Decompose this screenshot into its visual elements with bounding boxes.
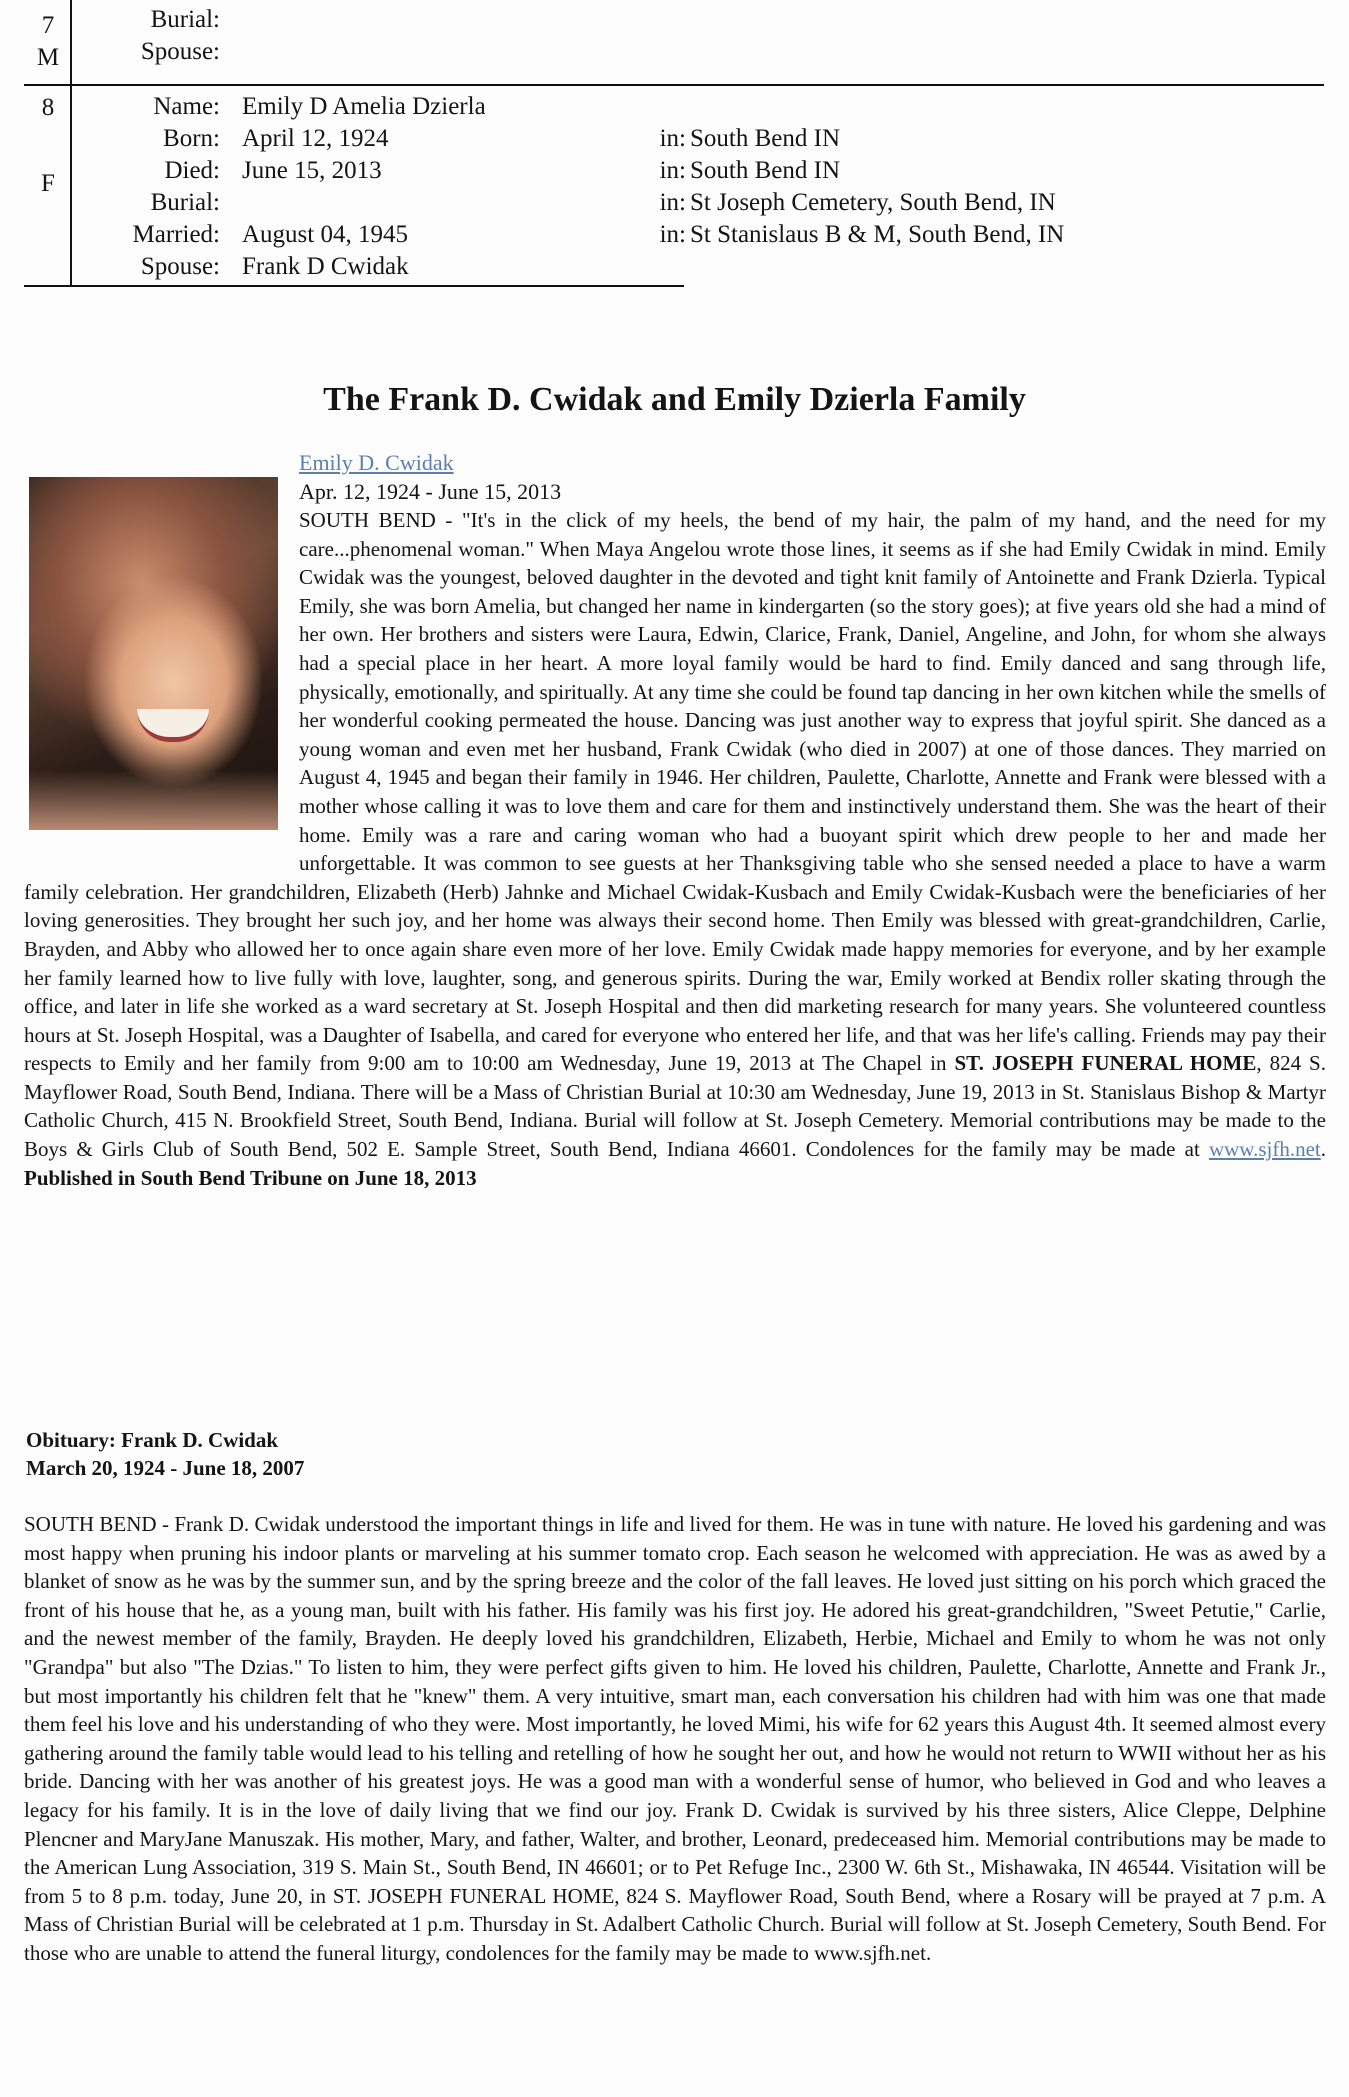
burial-in-label: in: [659, 189, 686, 216]
row-number: 8 [41, 94, 55, 121]
frank-heading-dates: March 20, 1924 - June 18, 2007 [26, 1456, 305, 1480]
died-value: June 15, 2013 [242, 157, 382, 184]
born-in-label: in: [659, 125, 686, 152]
married-label: Married: [132, 221, 220, 248]
married-in-label: in: [659, 221, 686, 248]
died-in-label: in: [659, 157, 686, 184]
burial-place: St Joseph Cemetery, South Bend, IN [690, 189, 1056, 216]
photo-spacer [24, 506, 299, 862]
died-label: Died: [164, 157, 220, 184]
born-label: Born: [163, 125, 220, 152]
sex: F [41, 170, 55, 197]
died-place: South Bend IN [690, 157, 840, 184]
record-rule-top [24, 84, 1324, 86]
frank-obituary-text: SOUTH BEND - Frank D. Cwidak understood the important things in life and lived for them. He was in tune with nature. He loved his gardening and was most happy when pruning his indoor plants or marveling at his summer tomato crop. Each season he welcomed with appreciation. He was as awed by a blanket of snow as he was by the summer sun, and by the spring breeze and the color of the fall leaves. He loved just sitting on his porch which graced the front of his house that he, as a young man, built with his father. His family was his first joy. He adored his great-grandchildren, "Sweet Petutie," Carlie, and the newest member of the family, Brayden. He deeply loved his grandchildren, Elizabeth, Herbie, Michael and Emily to whom he was not only "Grandpa" but also "The Dzias." To listen to him, they were perfect gifts given to him. He loved his children, Paulette, Charlotte, Annette and Frank Jr., but most importantly his children felt that he "knew" them. A very intuitive, smart man, each conversation his children had with him was one that made them feel his love and his understanding of who they were. Most importantly, he loved Mimi, his wife for 62 years this August 4th. It seemed almost every gathering around the family table would lead to his telling and retelling of how he sought her out, and how he would not return to WWII without her as his bride. Dancing with her was another of his greatest joys. He was a good man with a wonderful sense of humor, who believed in God and who leaves a legacy for his family. It is in the love of daily living that we find our joy. Frank D. Cwidak is survived by his three sisters, Alice Cleppe, Delphine Plencner and MaryJane Manuszak. His mother, Mary, and father, Walter, and brother, Leonard, predeceased him. Memorial contributions may be made to the American Lung Association, 319 S. Main St., South Bend, IN 46601; or to Pet Refuge Inc., 2300 W. 6th St., Mishawaka, IN 46544. Visitation will be from 5 to 8 p.m. today, June 20, in ST. JOSEPH FUNERAL HOME, 824 S. Mayflower Road, South Bend, where a Rosary will be prayed at 7 p.m. A Mass of Christian Burial will be celebrated at 1 p.m. Thursday in St. Adalbert Catholic Church. Burial will follow at St. Joseph Cemetery, South Bend. For those who are unable to attend the funeral liturgy, condolences for the family may be made to www.sjfh.net. [24, 1512, 1326, 1965]
funeral-home-name: ST. JOSEPH FUNERAL HOME [954, 1051, 1257, 1076]
spouse-label-prev: Spouse: [140, 38, 220, 65]
spouse-value: Frank D Cwidak [242, 253, 409, 280]
married-place: St Stanislaus B & M, South Bend, IN [690, 221, 1065, 248]
emily-body-2: , 824 S. Mayflower Road, South Bend, Indiana. There will be a Mass of Christian Burial at 10:30 am Wednesday, June 19, 2013 in St. Stanislaus Bishop & Martyr Catholic Church, 415 N. Brookfield Street, South Bend, Indiana. Burial will follow at St. Joseph Cemetery. Memorial contributions may be made to the Boys & Girls Club of South Bend, 502 E. Sample Street, South Bend, Indiana 46601. Condolences for the family may be made at [24, 1051, 1326, 1162]
record-rule-bottom [24, 285, 684, 287]
born-value: April 12, 1924 [242, 125, 389, 152]
website-link[interactable]: www.sjfh.net [1208, 1137, 1321, 1162]
frank-obituary-heading [26, 1426, 304, 1482]
page-title: The Frank D. Cwidak and Emily Dzierla Family [323, 381, 1026, 418]
row-number-prev: 7 [41, 12, 55, 39]
name-label: Name: [153, 93, 220, 120]
spouse-label: Spouse: [140, 253, 220, 280]
born-place: South Bend IN [690, 125, 840, 152]
married-value: August 04, 1945 [242, 221, 408, 248]
frank-heading-title: Obituary: Frank D. Cwidak [26, 1428, 279, 1452]
emily-body-3: . [1320, 1137, 1326, 1162]
published-note: Published in South Bend Tribune on June 18, 2013 [24, 1165, 477, 1190]
sex-prev: M [36, 44, 60, 71]
emily-dates: Apr. 12, 1924 - June 15, 2013 [299, 479, 562, 504]
name-value: Emily D Amelia Dzierla [242, 93, 486, 120]
emily-obituary-text [24, 506, 1326, 1192]
emily-name-link[interactable]: Emily D. Cwidak [299, 450, 454, 475]
burial-label: Burial: [150, 189, 220, 216]
burial-label-prev: Burial: [150, 6, 220, 33]
emily-body: SOUTH BEND - "It's in the click of my heels, the bend of my hair, the palm of my hand, and the need for my care...phenomenal woman." When Maya Angelou wrote those lines, it seems as if she had Emily Cwidak in mind. Emily Cwidak was the youngest, beloved daughter in the devoted and tight knit family of Antoinette and Frank Dzierla. Typical Emily, she was born Amelia, but changed her name in kindergarten (so the story goes); at five years old she had a mind of her own. Her brothers and sisters were Laura, Edwin, Clarice, Frank, Daniel, Angeline, and John, for whom she always had a special place in her heart. A more loyal family would be hard to find. Emily danced and sang through life, physically, emotionally, and spiritually. At any time she could be found tap dancing in her own kitchen while the smells of her wonderful cooking permeated the house. Dancing was just another way to express that joyful spirit. She danced as a young woman and even met her husband, Frank Cwidak (who died in 2007) at one of those dances. They married on August 4, 1945 and began their family in 1946. Her children, Paulette, Charlotte, Annette and Frank were blessed with a mother whose calling it was to love them and care for them and instinctively understand them. She was the heart of their home. Emily was a rare and caring woman who had a buoyant spirit which drew people to her and made her unforgettable. It was common to see guests at her Thanksgiving table who she sensed needed a place to have a warm family celebration. Her grandchildren, Elizabeth (Herb) Jahnke and Michael Cwidak-Kusbach and Emily Cwidak-Kusbach were the beneficiaries of her loving generosities. They brought her such joy, and her home was always their second home. Then Emily was blessed with great-grandchildren, Carlie, Brayden, and Abby who allowed her to once again share even more of her love. Emily Cwidak made happy memories for everyone, and by her example her family learned how to live fully with love, laughter, song, and generous spirits. During the war, Emily worked at Bendix roller skating through the office, and later in life she worked as a ward secretary at St. Joseph Hospital and then did marketing research for many years. She volunteered countless hours at St. Joseph Hospital, was a Daughter of Isabella, and cared for everyone who entered her life, and that was her life's calling. Friends may pay their respects to Emily and her family from 9:00 am to 10:00 am Wednesday, June 19, 2013 at The Chapel in [24, 508, 1326, 1076]
